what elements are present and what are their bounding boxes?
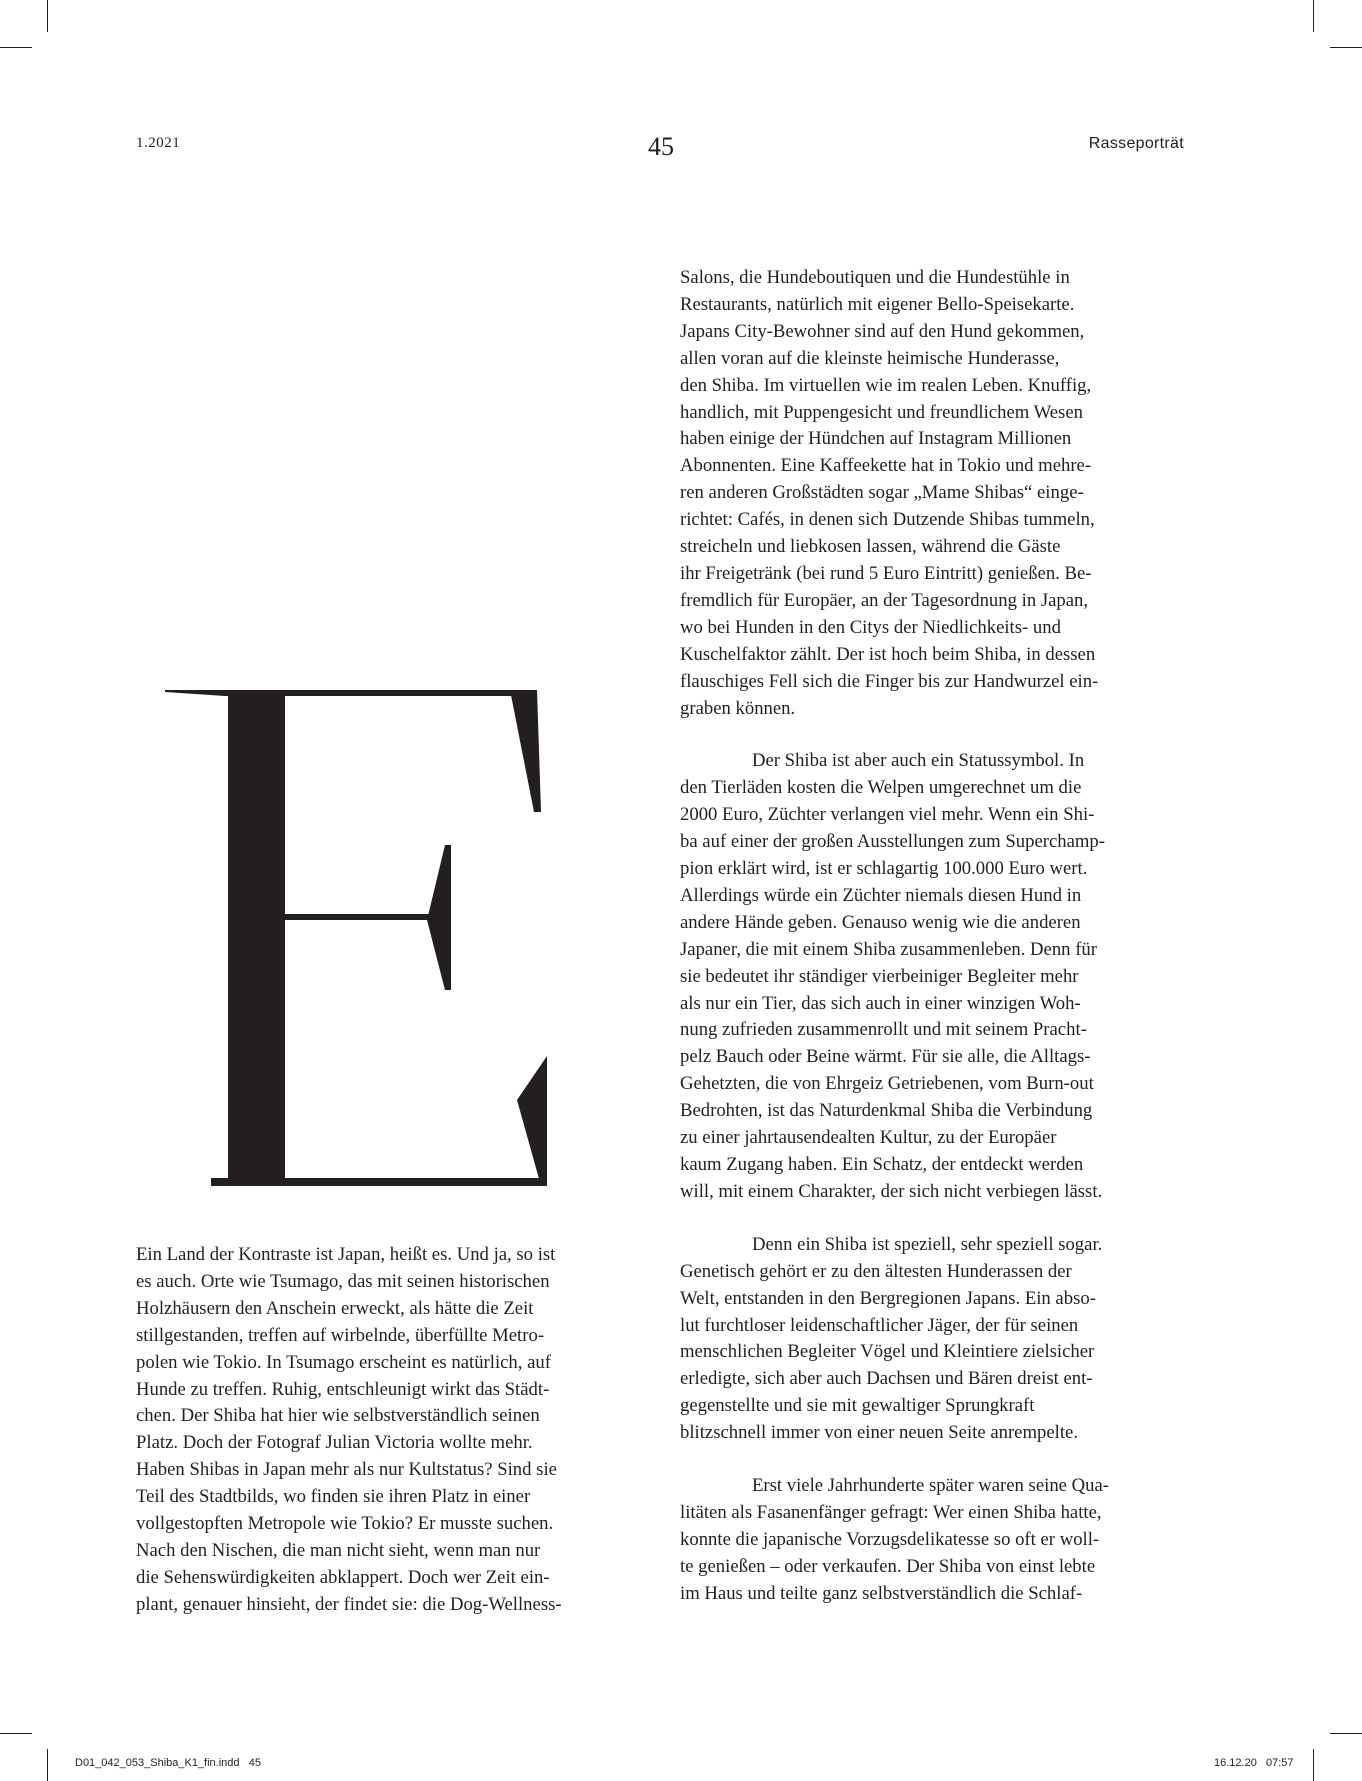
text-line: vollgestopften Metropole wie Tokio? Er musste suchen.: [136, 1513, 554, 1535]
text-line: Nach den Nischen, die man nicht sieht, wenn man nur: [136, 1539, 541, 1561]
text-line: menschlichen Begleiter Vögel und Kleintiere zielsicher: [680, 1341, 1095, 1363]
text-line: handlich, mit Puppengesicht und freundlichem Wesen: [680, 401, 1083, 423]
text-line: Japans City-Bewohner sind auf den Hund gekommen,: [680, 320, 1085, 342]
page-number: 45: [648, 132, 674, 161]
text-line: haben einige der Hündchen auf Instagram Millionen: [680, 428, 1072, 450]
text-line: es auch. Orte wie Tsumago, das mit seinen historischen: [136, 1270, 550, 1292]
text-line: als nur ein Tier, das sich auch in einer winzigen Woh-: [680, 992, 1081, 1014]
text-line: polen wie Tokio. In Tsumago erscheint es natürlich, auf: [136, 1351, 551, 1373]
text-line: ihr Freigetränk (bei rund 5 Euro Eintritt) genießen. Be-: [680, 562, 1092, 584]
issue-label: 1.2021: [136, 135, 181, 151]
text-line: Bedrohten, ist das Naturdenkmal Shiba die Verbindung: [680, 1100, 1093, 1122]
text-line: flauschiges Fell sich die Finger bis zur Handwurzel ein-: [680, 670, 1099, 692]
text-line: streicheln und liebkosen lassen, während die Gäste: [680, 536, 1061, 558]
text-line: die Sehenswürdigkeiten abklappert. Doch wer Zeit ein-: [136, 1566, 550, 1588]
text-line: Genetisch gehört er zu den ältesten Hunderassen der: [680, 1260, 1072, 1282]
text-line: te genießen – oder verkaufen. Der Shiba von einst lebte: [680, 1555, 1096, 1577]
text-line: den Shiba. Im virtuellen wie im realen Leben. Knuffig,: [680, 374, 1092, 396]
text-line: kaum Zugang haben. Ein Schatz, der entdeckt werden: [680, 1154, 1084, 1175]
dropcap-letter: [165, 690, 555, 1186]
text-line: graben können.: [680, 697, 796, 719]
text-line: Erst viele Jahrhunderte später waren seine Qua-: [752, 1475, 1109, 1497]
print-slug-datetime: 16.12.20 07:57: [1214, 1757, 1294, 1769]
text-line: erledigte, sich aber auch Dachsen und Bären dreist ent-: [680, 1368, 1093, 1390]
text-line: im Haus und teilte ganz selbstverständlich die Schlaf-: [680, 1582, 1083, 1604]
text-line: ren anderen Großstädten sogar „Mame Shibas“ einge-: [680, 482, 1084, 504]
text-line: pelz Bauch oder Beine wärmt. Für sie alle, die Alltags-: [680, 1046, 1091, 1068]
text-line: Welt, entstanden in den Bergregionen Japans. Ein abso-: [680, 1287, 1096, 1309]
crop-mark-bottom-left-vertical: [47, 1749, 48, 1781]
text-line: andere Hände geben. Genauso wenig wie die anderen: [680, 911, 1081, 933]
text-line: Denn ein Shiba ist speziell, sehr speziell sogar.: [752, 1233, 1103, 1255]
text-line: stillgestanden, treffen auf wirbelnde, überfüllte Metro-: [136, 1324, 545, 1346]
text-line: Hunde zu treffen. Ruhig, entschleunigt wirkt das Städt-: [136, 1378, 550, 1400]
article-column-left: [136, 1242, 646, 1619]
text-line: lut furchtloser leidenschaftlicher Jäger, der für seinen: [680, 1314, 1079, 1336]
text-line: zu einer jahrtausendealten Kultur, zu der Europäer: [680, 1127, 1057, 1149]
text-line: Abonnenten. Eine Kaffeekette hat in Tokio und mehre-: [680, 455, 1092, 477]
text-line: plant, genauer hinsieht, der findet sie: die Dog-Wellness-: [136, 1593, 562, 1615]
text-line: konnte die japanische Vorzugsdelikatesse so oft er woll-: [680, 1528, 1100, 1550]
text-line: ba auf einer der großen Ausstellungen zum Superchamp-: [680, 831, 1106, 853]
text-line: 2000 Euro, Züchter verlangen viel mehr. Wenn ein Shi-: [680, 804, 1095, 826]
text-line: den Tierläden kosten die Welpen umgerechnet um die: [680, 777, 1082, 799]
text-line: fremdlich für Europäer, an der Tagesordnung in Japan,: [680, 589, 1089, 611]
text-line: nung zufrieden zusammenrollt und mit seinem Pracht-: [680, 1019, 1087, 1041]
text-line: Ein Land der Kontraste ist Japan, heißt es. Und ja, so ist: [136, 1244, 556, 1265]
text-line: pion erklärt wird, ist er schlagartig 100.000 Euro wert.: [680, 858, 1088, 880]
text-line: blitzschnell immer von einer neuen Seite anrempelte.: [680, 1422, 1079, 1444]
text-line: Holzhäusern den Anschein erweckt, als hätte die Zeit: [136, 1297, 534, 1319]
text-line: chen. Der Shiba hat hier wie selbstverständlich seinen: [136, 1405, 540, 1427]
text-line: Platz. Doch der Fotograf Julian Victoria wollte mehr.: [136, 1432, 533, 1454]
crop-mark-bottom-right-horizontal: [1330, 1733, 1362, 1734]
text-line: gegenstellte und sie mit gewaltiger Sprungkraft: [680, 1395, 1035, 1417]
crop-mark-top-left-horizontal: [0, 47, 32, 48]
text-line: wo bei Hunden in den Citys der Niedlichkeits- und: [680, 616, 1061, 638]
crop-mark-bottom-left-horizontal: [0, 1733, 32, 1734]
text-line: litäten als Fasanenfänger gefragt: Wer einen Shiba hatte,: [680, 1501, 1102, 1523]
crop-mark-top-left-vertical: [47, 0, 48, 32]
text-line: richtet: Cafés, in denen sich Dutzende Shibas tummeln,: [680, 509, 1095, 531]
text-line: Restaurants, natürlich mit eigener Bello-Speisekarte.: [680, 293, 1075, 315]
text-line: Kuschelfaktor zählt. Der ist hoch beim Shiba, in dessen: [680, 643, 1096, 665]
text-line: sie bedeutet ihr ständiger vierbeiniger Begleiter mehr: [680, 965, 1079, 987]
text-line: Der Shiba ist aber auch ein Statussymbol. In: [752, 750, 1085, 772]
text-line: Salons, die Hundeboutiquen und die Hundestühle in: [680, 267, 1070, 288]
article-column-right: [680, 265, 1190, 1608]
crop-mark-top-right-vertical: [1313, 0, 1314, 32]
text-line: Gehetzten, die von Ehrgeiz Getriebenen, vom Burn-out: [680, 1073, 1094, 1095]
crop-mark-top-right-horizontal: [1330, 47, 1362, 48]
crop-mark-bottom-right-vertical: [1313, 1749, 1314, 1781]
text-line: Haben Shibas in Japan mehr als nur Kultstatus? Sind sie: [136, 1459, 557, 1481]
text-line: Japaner, die mit einem Shiba zusammenleben. Denn für: [680, 938, 1097, 960]
text-line: Allerdings würde ein Züchter niemals diesen Hund in: [680, 884, 1082, 906]
text-line: allen voran auf die kleinste heimische Hunderasse,: [680, 347, 1060, 369]
section-title: Rasseporträt: [1088, 135, 1184, 152]
print-slug-file: D01_042_053_Shiba_K1_fin.indd 45: [75, 1757, 261, 1769]
text-line: will, mit einem Charakter, der sich nicht verbiegen lässt.: [680, 1180, 1103, 1202]
text-line: Teil des Stadtbilds, wo finden sie ihren Platz in einer: [136, 1486, 531, 1508]
